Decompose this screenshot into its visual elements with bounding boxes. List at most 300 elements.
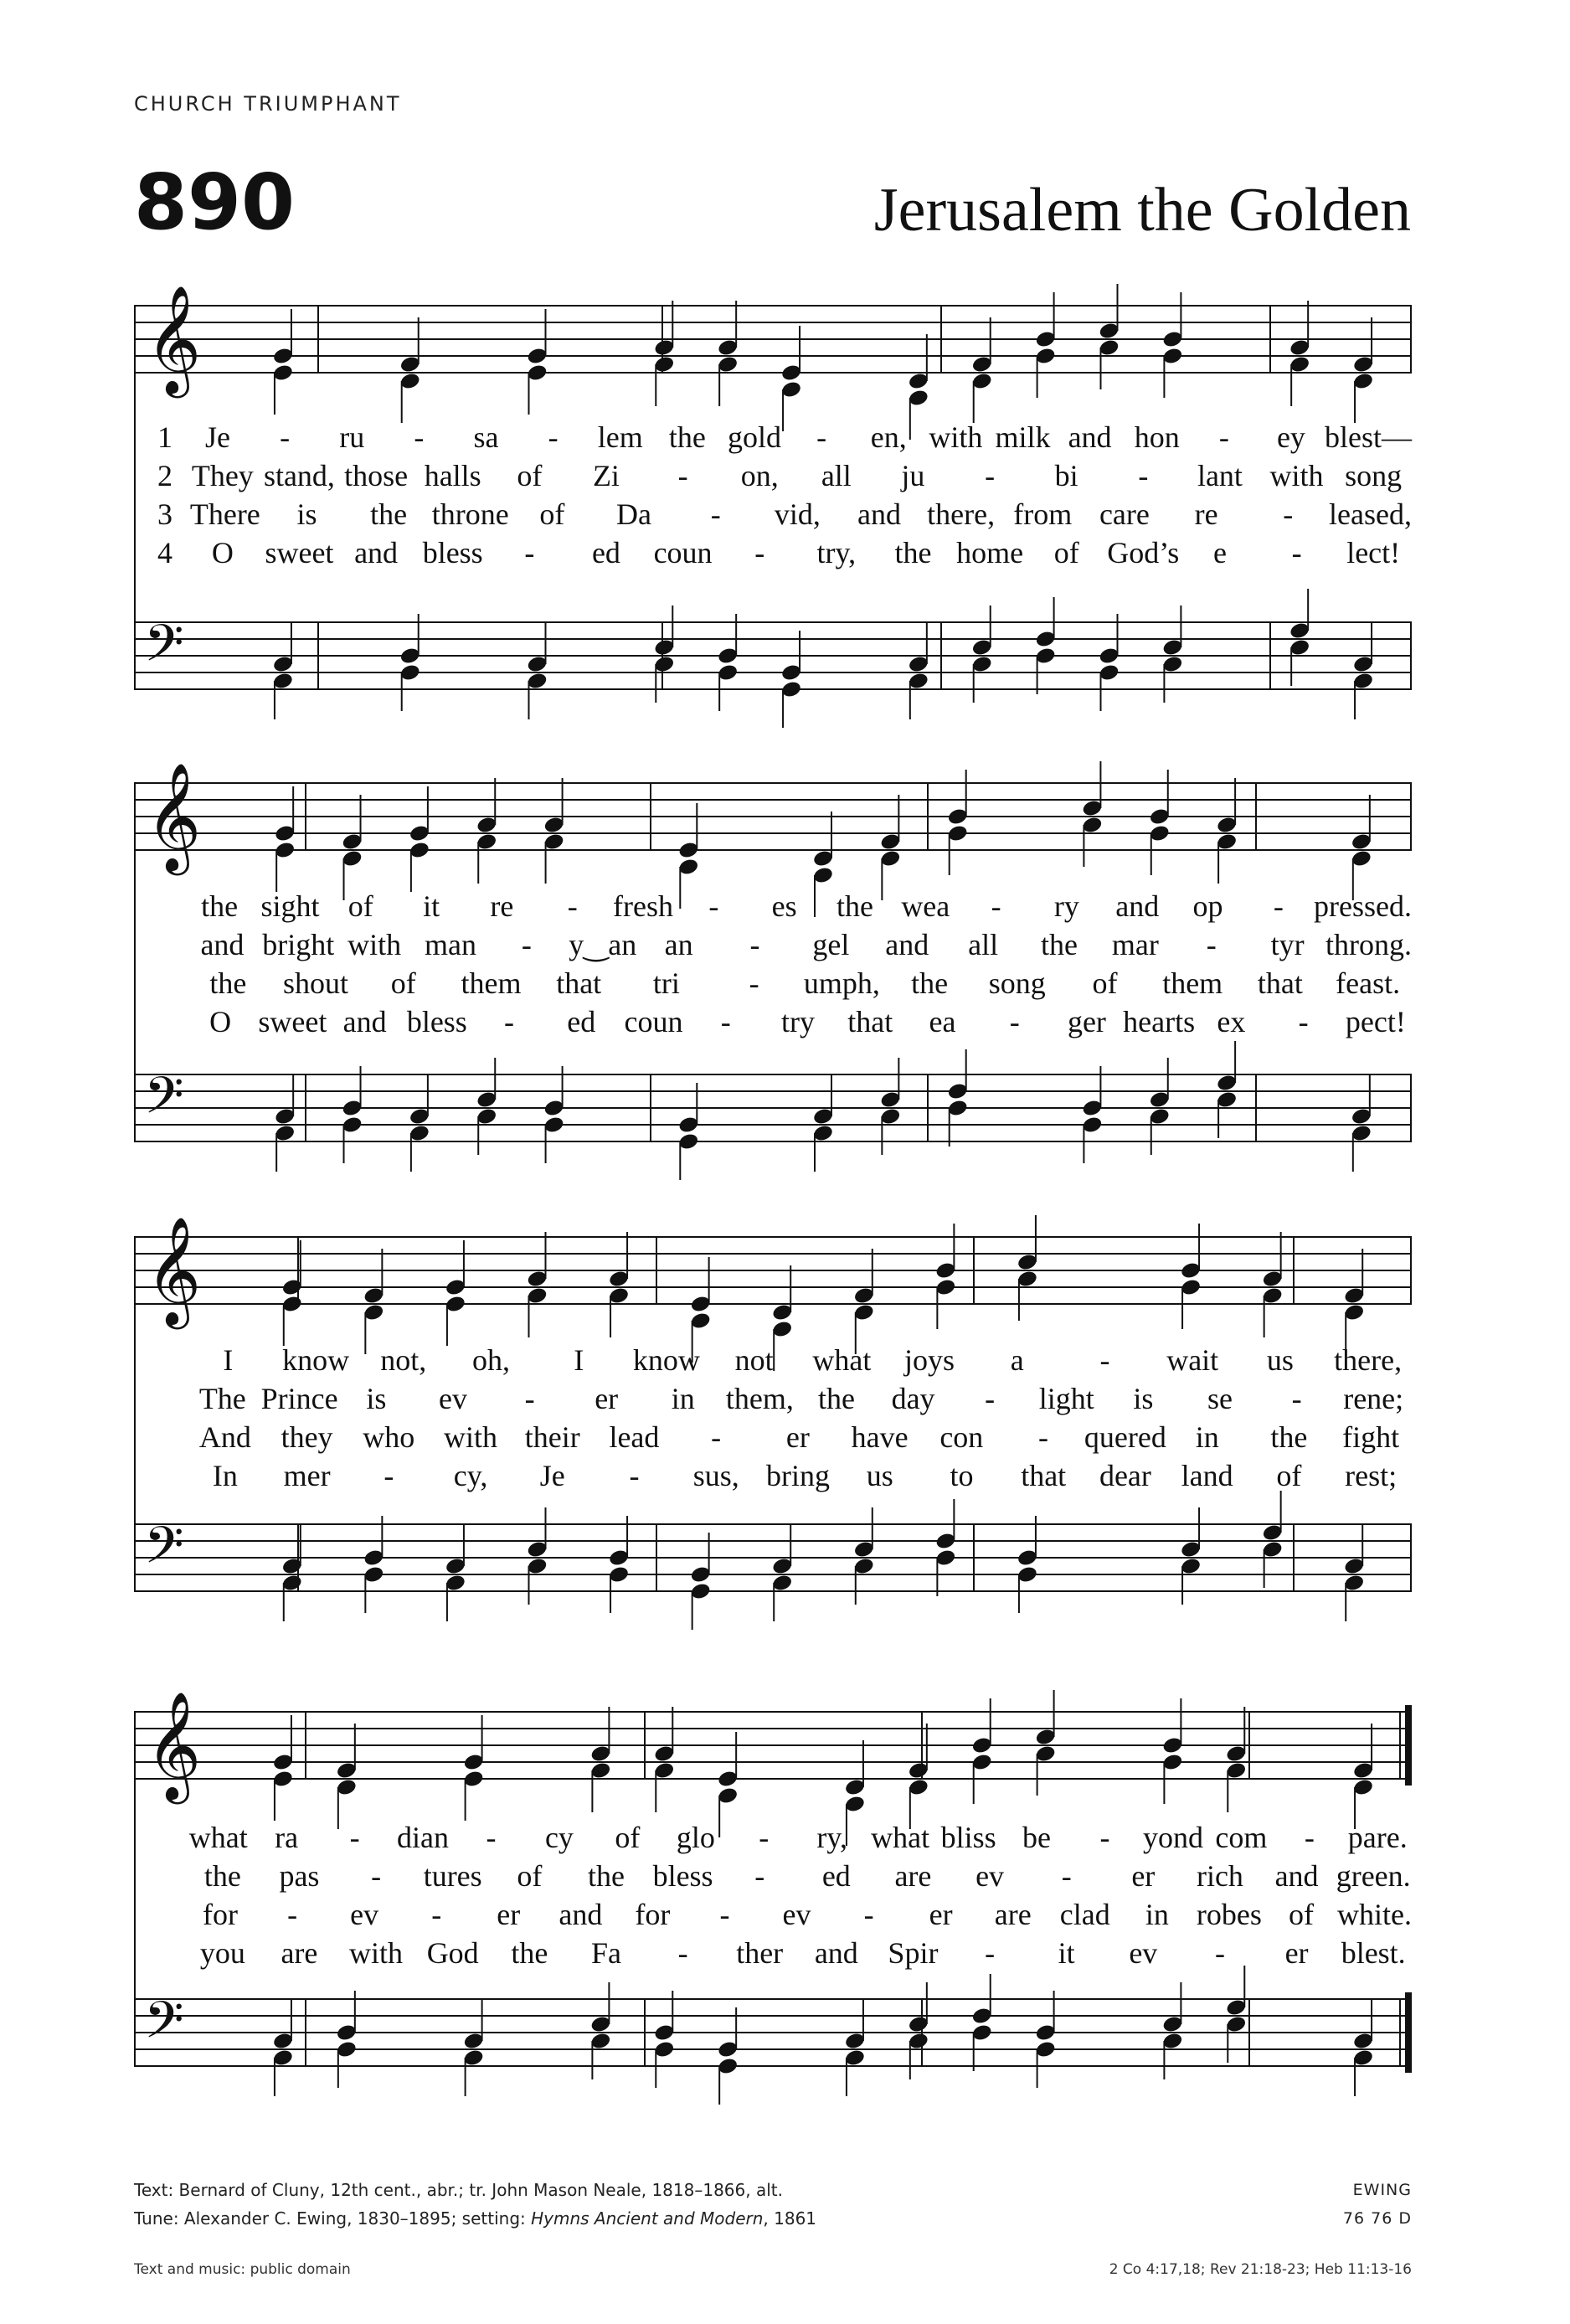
verse-line-1 [134, 1342, 1412, 1378]
verse-number: 2 [157, 459, 172, 492]
lyric-syllable: God’s [1107, 536, 1180, 569]
lyric-syllable: fight [1342, 1420, 1400, 1454]
tune-name: EWING [1352, 2181, 1412, 2199]
lyric-syllable: a [1010, 1343, 1024, 1377]
syllable-hyphen: - [371, 1859, 382, 1893]
syllable-hyphen: - [287, 1898, 298, 1931]
lyric-syllable: of [1276, 1459, 1302, 1492]
lyric-syllable: is [366, 1382, 387, 1415]
syllable-hyphen: - [280, 420, 291, 454]
lyric-syllable: and [885, 928, 929, 961]
syllable-hyphen: - [383, 1459, 394, 1492]
lyric-syllable: bless [406, 1005, 467, 1038]
syllable-hyphen: - [754, 1859, 765, 1893]
lyric-syllable: bless [422, 536, 483, 569]
syllable-hyphen: - [1291, 536, 1302, 569]
lyric-syllable: er [1131, 1859, 1156, 1893]
lyric-syllable: us [866, 1459, 893, 1492]
lyric-syllable: tri [652, 966, 680, 1000]
lyric-syllable: op [1192, 889, 1223, 923]
lyric-syllable: with [349, 1936, 404, 1970]
lyric-syllable: the [1040, 928, 1078, 961]
lyric-syllable: coun [653, 536, 713, 569]
lyric-syllable: not [734, 1343, 774, 1377]
lyric-syllable: pas [279, 1859, 320, 1893]
lyric-syllable: ra [275, 1821, 299, 1854]
lyric-syllable: pressed. [1314, 889, 1412, 923]
lyric-syllable: and [200, 928, 245, 961]
lyric-syllable: with [1269, 459, 1324, 492]
lyric-syllable: rich [1196, 1859, 1243, 1893]
lyric-syllable: cy [544, 1821, 574, 1854]
lyric-syllable: ev [350, 1898, 379, 1931]
rights-notice: Text and music: public domain [134, 2261, 351, 2278]
lyric-syllable: the [817, 1382, 855, 1415]
credits [134, 2176, 1412, 2233]
lyric-syllable: and [559, 1898, 603, 1931]
lyric-syllable: white. [1337, 1898, 1412, 1931]
lyric-syllable: I [574, 1343, 584, 1377]
lyric-syllable: yond [1142, 1821, 1203, 1854]
lyric-syllable: ev [975, 1859, 1005, 1893]
lyric-syllable: robes [1196, 1898, 1262, 1931]
lyric-syllable: dian [397, 1821, 450, 1854]
lyric-syllable: they [281, 1420, 333, 1454]
lyric-syllable: all [968, 928, 999, 961]
syllable-hyphen: - [677, 1936, 688, 1970]
lyric-syllable: the [587, 1859, 625, 1893]
verse-number: 4 [157, 536, 172, 569]
footer [134, 2261, 1412, 2278]
lyric-syllable: ed [567, 1005, 596, 1038]
bass-clef: 𝄢 [144, 614, 184, 686]
lyric-syllable: bring [765, 1459, 830, 1492]
lyric-syllable: er [929, 1898, 953, 1931]
syllable-hyphen: - [521, 928, 532, 961]
lyric-syllable: er [595, 1382, 619, 1415]
syllable-hyphen: - [349, 1821, 360, 1854]
lyric-syllable: the [209, 966, 247, 1000]
verse-line-3 [134, 965, 1412, 1002]
lyric-syllable: leased, [1329, 497, 1412, 531]
lyric-syllable: blest— [1324, 420, 1412, 454]
lyric-syllable: Je [539, 1459, 565, 1492]
lyric-syllable: mar [1111, 928, 1159, 961]
verse-line-2 [134, 1858, 1412, 1894]
syllable-hyphen: - [431, 1898, 442, 1931]
bass-staff [134, 1991, 1412, 2066]
lyric-syllable: sweet [258, 1005, 327, 1038]
lyric-syllable: ex [1217, 1005, 1246, 1038]
lyric-syllable: There [189, 497, 260, 531]
syllable-hyphen: - [749, 928, 760, 961]
syllable-hyphen: - [863, 1898, 874, 1931]
lyric-syllable: ea [929, 1005, 956, 1038]
lyric-syllable: ev [438, 1382, 467, 1415]
syllable-hyphen: - [1304, 1821, 1315, 1854]
verse-line-3 [134, 1419, 1412, 1456]
lyric-syllable: with [347, 928, 402, 961]
final-barline-thick [1405, 1705, 1412, 1786]
lyric-syllable: bright [262, 928, 335, 961]
syllable-hyphen: - [524, 1382, 535, 1415]
lyric-syllable: is [296, 497, 317, 531]
syllable-hyphen: - [1273, 889, 1284, 923]
lyric-syllable: sus, [692, 1459, 739, 1492]
lyric-syllable: them [1162, 966, 1223, 1000]
lyric-syllable: for [203, 1898, 239, 1931]
lyric-syllable: wait [1166, 1343, 1219, 1377]
lyric-syllable: of [1053, 536, 1079, 569]
syllable-hyphen: - [708, 889, 719, 923]
lyric-syllable: are [281, 1936, 318, 1970]
lyric-syllable: have [851, 1420, 909, 1454]
lyric-syllable: Fa [590, 1936, 621, 1970]
lyric-syllable: er [497, 1898, 521, 1931]
lyric-syllable: ey [1276, 420, 1305, 454]
meter: 76 76 D [1342, 2209, 1412, 2228]
lyric-syllable: re [490, 889, 514, 923]
lyric-syllable: rene; [1343, 1382, 1404, 1415]
lyric-syllable: tyr [1270, 928, 1305, 961]
lyric-syllable: throne [431, 497, 509, 531]
lyric-syllable: Spir [888, 1936, 939, 1970]
verse-line-4 [134, 1003, 1412, 1040]
lyric-syllable: what [812, 1343, 872, 1377]
lyric-syllable: is [1133, 1382, 1154, 1415]
lyric-syllable: you [199, 1936, 245, 1970]
lyric-syllable: ger [1067, 1005, 1106, 1038]
lyric-syllable: an [664, 928, 693, 961]
syllable-hyphen: - [677, 459, 688, 492]
bass-clef: 𝄢 [144, 1066, 184, 1138]
lyric-syllable: not, [380, 1343, 427, 1377]
lyric-syllable: milk [995, 420, 1051, 454]
syllable-hyphen: - [991, 889, 1001, 923]
syllable-hyphen: - [504, 1005, 515, 1038]
lyric-syllable: the [1270, 1420, 1308, 1454]
lyric-syllable: it [423, 889, 440, 923]
lyric-syllable: ry [1053, 889, 1079, 923]
lyric-syllable: know [282, 1343, 350, 1377]
lyric-syllable: that [1021, 1459, 1067, 1492]
syllable-hyphen: - [1009, 1005, 1020, 1038]
lyric-syllable: ed [591, 536, 620, 569]
lyric-syllable: what [871, 1821, 930, 1854]
lyric-syllable: for [635, 1898, 671, 1931]
syllable-hyphen: - [711, 1420, 722, 1454]
tune-source: Hymns Ancient and Modern [531, 2208, 764, 2229]
syllable-hyphen: - [486, 1821, 497, 1854]
lyric-syllable: sight [260, 889, 320, 923]
lyric-syllable: of [615, 1821, 641, 1854]
syllable-hyphen: - [720, 1005, 731, 1038]
lyric-syllable: And [198, 1420, 251, 1454]
tune-credit-suffix: , 1861 [763, 2208, 817, 2229]
lyric-syllable: coun [624, 1005, 683, 1038]
lyric-syllable: the [203, 1859, 241, 1893]
text-credit: Text: Bernard of Cluny, 12th cent., abr.; tr. John Mason Neale, 1818–1866, alt. [134, 2180, 783, 2200]
syllable-hyphen: - [985, 1382, 996, 1415]
lyric-syllable: quered [1084, 1420, 1166, 1454]
lyric-syllable: tures [423, 1859, 482, 1893]
verse-line-4 [134, 1935, 1412, 1971]
verse-number: 3 [157, 497, 172, 531]
treble-staff [134, 762, 1412, 876]
lyric-syllable: wea [901, 889, 950, 923]
lyric-syllable: and [1115, 889, 1160, 923]
treble-clef: 𝄞 [146, 1216, 202, 1325]
tune-credit [134, 2204, 1412, 2233]
lyric-syllable: pare. [1347, 1821, 1408, 1854]
syllable-hyphen: - [1218, 420, 1229, 454]
verse-number: 1 [157, 420, 172, 454]
lyric-syllable: home [956, 536, 1024, 569]
syllable-hyphen: - [1214, 1936, 1225, 1970]
lyric-syllable: halls [424, 459, 481, 492]
verse-line-3 [134, 496, 1412, 533]
treble-staff [134, 285, 1412, 399]
verse-line-3 [134, 1896, 1412, 1933]
lyric-syllable: dear [1099, 1459, 1151, 1492]
lyric-syllable: of [347, 889, 373, 923]
lyric-syllable: from [1013, 497, 1073, 531]
lyric-syllable: bi [1054, 459, 1078, 492]
lyric-syllable: it [1058, 1936, 1075, 1970]
lyric-syllable: gold [727, 420, 781, 454]
syllable-hyphen: - [1138, 459, 1149, 492]
lyric-syllable: in [1195, 1420, 1219, 1454]
lyric-syllable: lead [609, 1420, 660, 1454]
lyric-syllable: song [988, 966, 1046, 1000]
lyric-syllable: man [425, 928, 477, 961]
lyric-syllable: land [1181, 1459, 1233, 1492]
lyric-syllable: the [511, 1936, 548, 1970]
final-barline-thick [1405, 1992, 1412, 2073]
lyric-syllable: try [780, 1005, 815, 1038]
lyric-syllable: ev [1129, 1936, 1158, 1970]
lyric-syllable: I [223, 1343, 234, 1377]
lyric-syllable: are [894, 1859, 932, 1893]
verse-line-1 [134, 419, 1412, 456]
syllable-hyphen: - [1206, 928, 1217, 961]
syllable-hyphen: - [1298, 1005, 1309, 1038]
lyric-syllable: com [1215, 1821, 1268, 1854]
syllable-hyphen: - [414, 420, 425, 454]
lyric-syllable: who [363, 1420, 415, 1454]
syllable-hyphen: - [524, 536, 535, 569]
lyric-syllable: gel [812, 928, 850, 961]
lyric-syllable: joys [904, 1343, 955, 1377]
verse-line-4 [134, 1457, 1412, 1494]
syllable-hyphen: - [567, 889, 578, 923]
verse-line-2 [134, 457, 1412, 494]
lyric-syllable: er [1284, 1936, 1309, 1970]
lyric-syllable: ed [821, 1859, 851, 1893]
lyric-syllable: in [671, 1382, 695, 1415]
syllable-hyphen: - [1283, 497, 1294, 531]
lyric-syllable: ju [901, 459, 925, 492]
verse-line-2 [134, 1380, 1412, 1417]
lyric-syllable: know [632, 1343, 700, 1377]
lyric-syllable: the [370, 497, 408, 531]
lyric-syllable: in [1145, 1898, 1169, 1931]
lyric-syllable: those [344, 459, 409, 492]
lyric-syllable: umph, [803, 966, 880, 1000]
tune-credit-prefix: Tune: Alexander C. Ewing, 1830–1895; setting: [134, 2208, 532, 2229]
lyric-syllable: hon [1134, 420, 1180, 454]
scripture-references: 2 Co 4:17,18; Rev 21:18-23; Heb 11:13-16 [1109, 2261, 1412, 2278]
lyric-syllable: them [461, 966, 522, 1000]
lyric-syllable: day [891, 1382, 935, 1415]
lyric-syllable: feast. [1336, 966, 1401, 1000]
lyric-syllable: fresh [613, 889, 674, 923]
lyric-syllable: of [539, 497, 565, 531]
lyric-syllable: clad [1059, 1898, 1110, 1931]
lyric-syllable: care [1099, 497, 1150, 531]
lyric-syllable: green. [1336, 1859, 1411, 1893]
syllable-hyphen: - [1038, 1420, 1049, 1454]
lyric-syllable: try, [816, 536, 857, 569]
bass-clef: 𝄢 [144, 1991, 184, 2063]
lyric-syllable: bless [652, 1859, 713, 1893]
verse-line-2 [134, 926, 1412, 963]
lyric-syllable: of [390, 966, 416, 1000]
lyric-syllable: ev [782, 1898, 811, 1931]
syllable-hyphen: - [548, 420, 559, 454]
lyric-syllable: the [911, 966, 949, 1000]
lyric-syllable: and [1068, 420, 1112, 454]
lyric-syllable: stand, [263, 459, 335, 492]
lyric-syllable: Prince [260, 1382, 338, 1415]
lyric-syllable: the [668, 420, 706, 454]
lyric-syllable: throng. [1325, 928, 1412, 961]
lyric-syllable: mer [283, 1459, 331, 1492]
hymn-title: Jerusalem the Golden [873, 176, 1411, 245]
lyric-syllable: on, [740, 459, 779, 492]
verse-line-1 [134, 888, 1412, 925]
lyric-syllable: Zi [592, 459, 620, 492]
lyric-syllable: con [939, 1420, 984, 1454]
lyric-syllable: In [212, 1459, 238, 1492]
lyric-syllable: of [1092, 966, 1118, 1000]
bass-clef: 𝄢 [144, 1516, 184, 1588]
lyric-syllable: to [950, 1459, 974, 1492]
hymn-number: 890 [134, 157, 296, 247]
syllable-hyphen: - [719, 1898, 730, 1931]
verse-line-1 [134, 1819, 1412, 1856]
lyric-syllable: blest. [1341, 1936, 1406, 1970]
lyric-syllable: ther [736, 1936, 784, 1970]
lyric-syllable: and [342, 1005, 387, 1038]
lyric-syllable: of [517, 1859, 543, 1893]
lyric-syllable: lect! [1346, 536, 1401, 569]
bass-staff [134, 1516, 1412, 1591]
lyric-syllable: and [1274, 1859, 1319, 1893]
lyric-syllable: the [836, 889, 873, 923]
lyric-syllable: lant [1197, 459, 1243, 492]
lyric-syllable: of [517, 459, 543, 492]
lyric-syllable: be [1022, 1821, 1052, 1854]
lyric-syllable: and [857, 497, 901, 531]
lyric-syllable: what [188, 1821, 248, 1854]
lyric-syllable: se [1207, 1382, 1233, 1415]
lyric-syllable: there, [1334, 1343, 1403, 1377]
lyric-syllable: y‿an [569, 928, 637, 961]
treble-clef: 𝄞 [146, 1691, 202, 1800]
syllable-hyphen: - [1099, 1821, 1110, 1854]
lyric-syllable: lem [597, 420, 643, 454]
syllable-hyphen: - [759, 1821, 770, 1854]
lyric-syllable: are [994, 1898, 1032, 1931]
lyric-syllable: sa [473, 420, 499, 454]
syllable-hyphen: - [749, 966, 759, 1000]
lyric-syllable: rest; [1345, 1459, 1398, 1492]
lyric-syllable: there, [927, 497, 996, 531]
lyric-syllable: re [1194, 497, 1218, 531]
lyric-syllable: Je [205, 420, 231, 454]
lyric-syllable: pect! [1345, 1005, 1406, 1038]
lyric-syllable: sweet [265, 536, 334, 569]
lyric-syllable: the [201, 889, 239, 923]
lyric-syllable: O [209, 1005, 232, 1038]
syllable-hyphen: - [754, 536, 765, 569]
lyric-syllable: ru [339, 420, 365, 454]
lyric-syllable: O [211, 536, 234, 569]
lyric-syllable: bliss [940, 1821, 996, 1854]
lyric-syllable: Da [616, 497, 652, 531]
syllable-hyphen: - [1291, 1382, 1302, 1415]
lyric-syllable: oh, [471, 1343, 510, 1377]
lyric-syllable: light [1038, 1382, 1094, 1415]
lyric-syllable: and [814, 1936, 858, 1970]
verse-line-4 [134, 534, 1412, 571]
lyric-syllable: The [198, 1382, 246, 1415]
lyric-syllable: e [1212, 536, 1227, 569]
lyric-syllable: glo [676, 1821, 715, 1854]
treble-staff [134, 1216, 1412, 1330]
syllable-hyphen: - [710, 497, 721, 531]
lyric-syllable: er [785, 1420, 810, 1454]
lyric-syllable: song [1345, 459, 1403, 492]
section-label: CHURCH TRIUMPHANT [134, 92, 402, 116]
bass-staff [134, 614, 1412, 689]
lyric-syllable: with [443, 1420, 497, 1454]
lyric-syllable: shout [283, 966, 349, 1000]
treble-clef: 𝄞 [146, 762, 202, 871]
lyric-syllable: that [1257, 966, 1303, 1000]
lyric-syllable: vid, [774, 497, 821, 531]
lyric-syllable: and [354, 536, 399, 569]
syllable-hyphen: - [1061, 1859, 1072, 1893]
lyric-syllable: their [524, 1420, 580, 1454]
lyric-syllable: hearts [1123, 1005, 1196, 1038]
lyric-syllable: God [426, 1936, 479, 1970]
lyric-syllable: ry, [816, 1821, 848, 1854]
syllable-hyphen: - [985, 1936, 996, 1970]
syllable-hyphen: - [816, 420, 827, 454]
treble-clef: 𝄞 [146, 285, 202, 394]
syllable-hyphen: - [1099, 1343, 1110, 1377]
lyric-syllable: all [821, 459, 852, 492]
lyric-syllable: us [1266, 1343, 1294, 1377]
lyric-syllable: es [771, 889, 797, 923]
syllable-hyphen: - [985, 459, 996, 492]
lyric-syllable: with [929, 420, 983, 454]
lyric-syllable: cy, [453, 1459, 488, 1492]
syllable-hyphen: - [629, 1459, 640, 1492]
lyric-syllable: They [191, 459, 254, 492]
